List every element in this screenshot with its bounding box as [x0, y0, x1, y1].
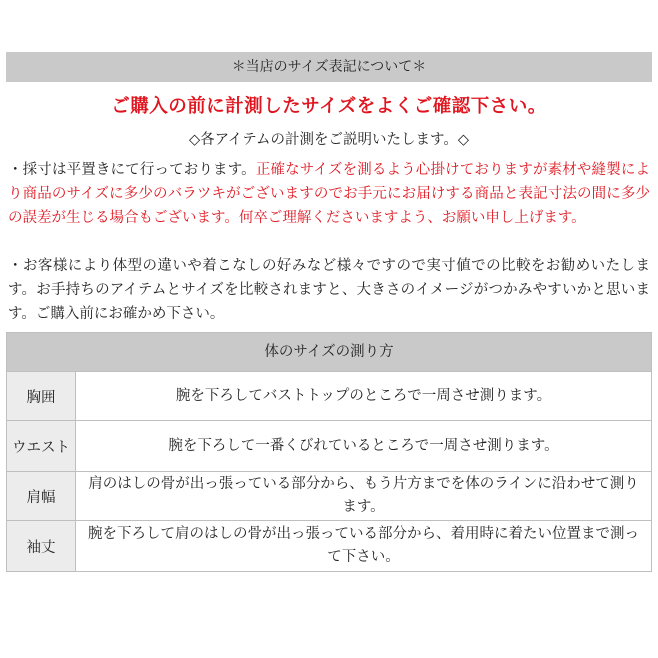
table-row — [7, 372, 651, 421]
comparison-note: ・お客様により体型の違いや着こなしの好みなど様々ですので実寸値での比較をお勧めいたします。お手持ちのアイテムとサイズを比較されますと、大きさのイメージがつかみやすいかと思います。ご購入前にお確かめ下さい。 — [8, 258, 650, 322]
row-label-sleeve: 袖丈 — [7, 521, 76, 571]
table-row — [7, 472, 651, 521]
measurement-note-lead: ・採寸は平置きにて行っております。 — [8, 162, 256, 178]
body-measurement-table — [6, 332, 652, 572]
section-title: ＊当店のサイズ表記について＊ — [6, 52, 652, 82]
table-row — [7, 521, 651, 571]
warning-headline: ご購入の前に計測したサイズをよくご確認下さい。 — [111, 96, 547, 117]
measurement-note-warning: 正確なサイズを測るよう心掛けておりますが素材や縫製により商品のサイズに多少のバラツキがございますのでお手元にお届けする商品と表記寸法の間に多少の誤差が生じる場合もございます。何卒ご理解くださいますよう、お願い申し上げます。 — [8, 162, 650, 226]
measurement-note — [6, 158, 652, 230]
row-value-waist: 腕を下ろして一番くびれているところで一周させ測ります。 — [168, 437, 559, 454]
row-label-shoulder: 肩幅 — [7, 472, 76, 520]
measurement-intro: ◇各アイテムの計測をご説明いたします。◇ — [188, 132, 470, 148]
row-value-shoulder: 肩のはしの骨が出っ張っている部分から、もう片方までを体のラインに沿わせて測ります。 — [88, 476, 639, 515]
row-value-sleeve: 腕を下ろして肩のはしの骨が出っ張っている部分から、着用時に着たい位置まで測って下さい。 — [88, 526, 639, 565]
table-row — [7, 421, 651, 472]
row-label-chest: 胸囲 — [7, 372, 76, 420]
row-value-chest: 腕を下ろしてバストトップのところで一周させ測ります。 — [175, 387, 552, 404]
size-guide — [6, 52, 652, 572]
row-label-waist: ウエスト — [7, 421, 76, 471]
table-heading: 体のサイズの測り方 — [7, 333, 651, 372]
